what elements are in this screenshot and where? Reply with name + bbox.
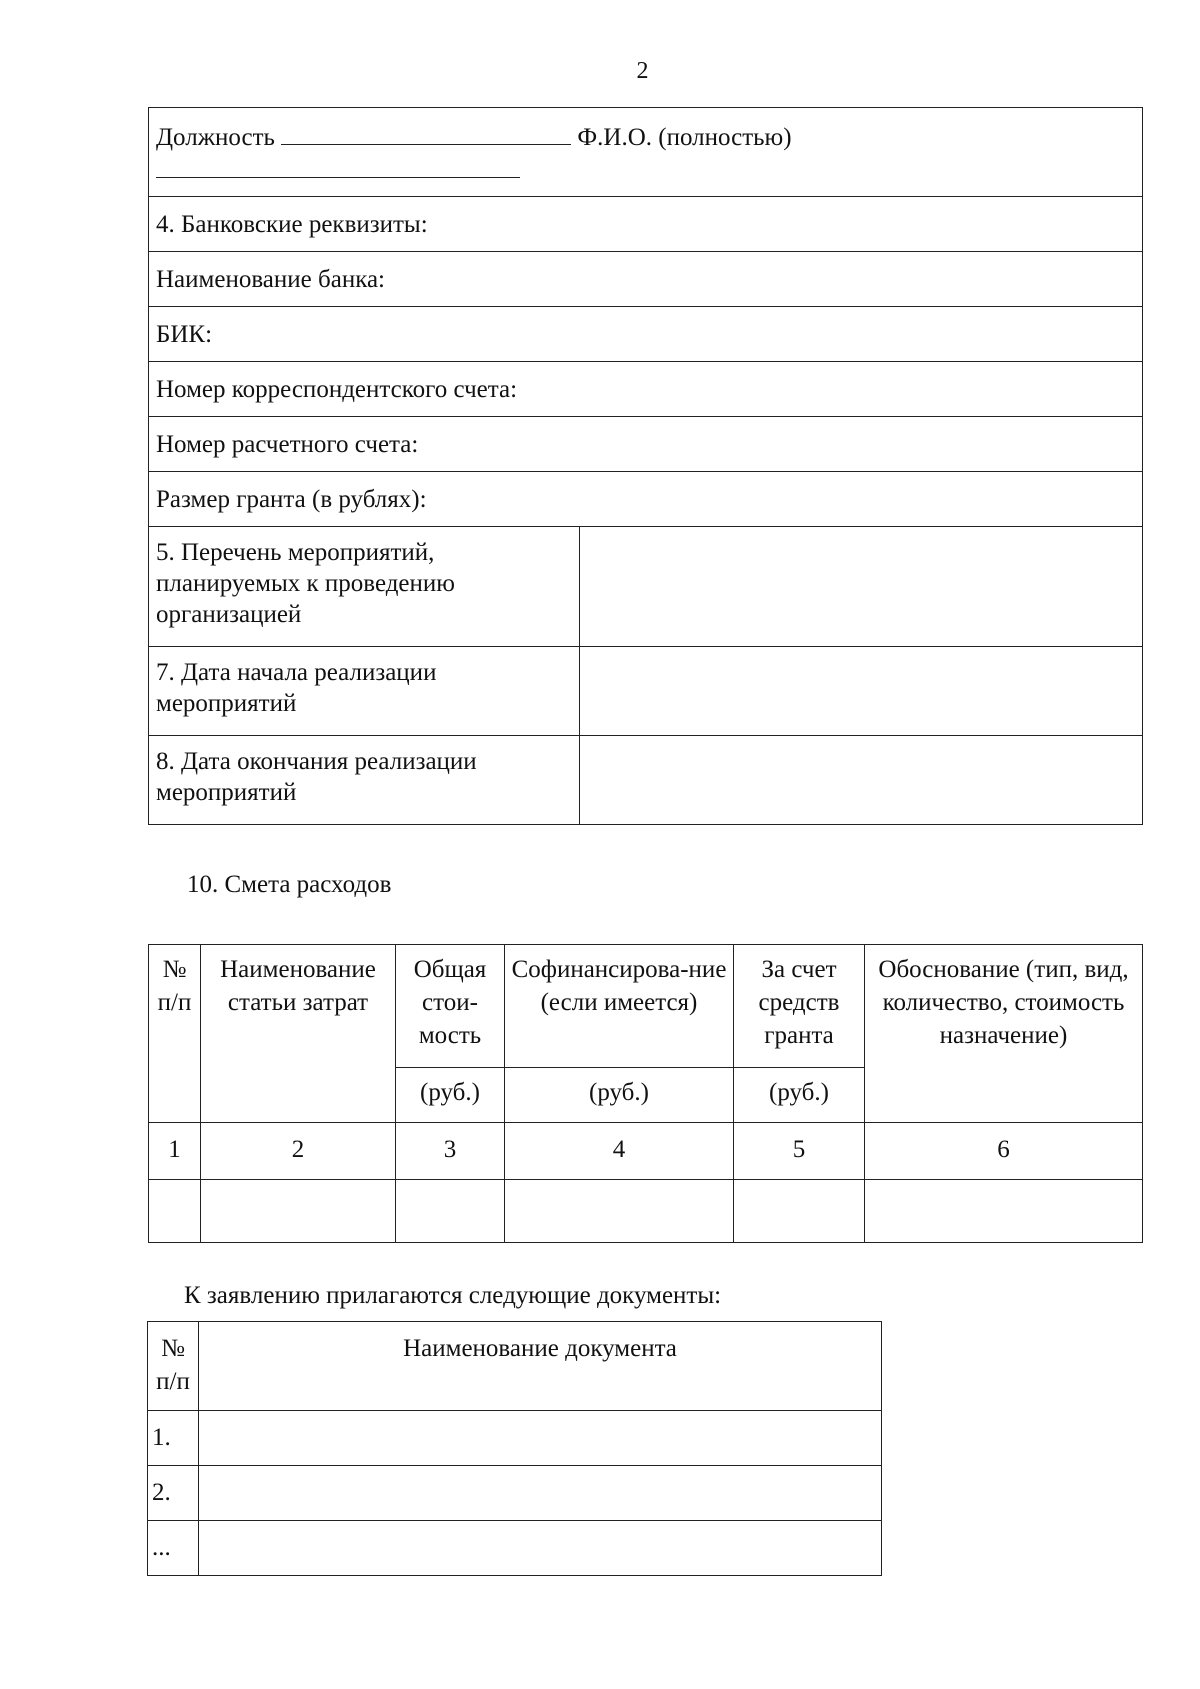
header-num: № п/п <box>149 945 201 1123</box>
column-number: 2 <box>201 1123 396 1180</box>
bank-name-field[interactable]: Наименование банка: <box>149 252 1143 307</box>
header-grant: За счет средств гранта <box>734 945 865 1068</box>
doc-row-name[interactable] <box>199 1466 882 1521</box>
doc-row-num: 2. <box>148 1466 199 1521</box>
budget-cell[interactable] <box>396 1180 505 1243</box>
fio-label: Ф.И.О. (полностью) <box>577 124 792 151</box>
doc-row-num: 1. <box>148 1411 199 1466</box>
unit-grant: (руб.) <box>734 1068 865 1123</box>
unit-total: (руб.) <box>396 1068 505 1123</box>
header-justification: Обоснование (тип, вид, количество, стоимость назначение) <box>865 945 1143 1123</box>
header-cofinancing: Софинансирова-ние (если имеется) <box>505 945 734 1068</box>
grant-size-field[interactable]: Размер гранта (в рублях): <box>149 472 1143 527</box>
doc-header-num: № п/п <box>148 1322 199 1411</box>
budget-title: 10. Смета расходов <box>187 871 392 898</box>
budget-table <box>148 944 1143 1243</box>
events-list-label: 5. Перечень мероприятий, планируемых к проведению организацией <box>149 527 580 647</box>
position-blank[interactable] <box>281 120 571 145</box>
position-fio-cell <box>149 108 1143 197</box>
settlement-account-field[interactable]: Номер расчетного счета: <box>149 417 1143 472</box>
doc-row-num: ... <box>148 1521 199 1576</box>
budget-cell[interactable] <box>865 1180 1143 1243</box>
documents-table <box>147 1321 882 1576</box>
unit-cofinancing: (руб.) <box>505 1068 734 1123</box>
bank-details-heading: 4. Банковские реквизиты: <box>149 197 1143 252</box>
fio-blank[interactable] <box>156 153 520 178</box>
applicant-info-table <box>148 107 1143 825</box>
column-number: 4 <box>505 1123 734 1180</box>
budget-cell[interactable] <box>149 1180 201 1243</box>
column-number: 6 <box>865 1123 1143 1180</box>
header-total: Общая стои-мость <box>396 945 505 1068</box>
doc-row-name[interactable] <box>199 1411 882 1466</box>
budget-cell[interactable] <box>734 1180 865 1243</box>
end-date-label: 8. Дата окончания реализации мероприятий <box>149 736 580 825</box>
header-item: Наименование статьи затрат <box>201 945 396 1123</box>
column-number: 5 <box>734 1123 865 1180</box>
documents-title: К заявлению прилагаются следующие документы: <box>184 1282 722 1309</box>
column-number: 1 <box>149 1123 201 1180</box>
column-number: 3 <box>396 1123 505 1180</box>
start-date-value[interactable] <box>580 647 1143 736</box>
end-date-value[interactable] <box>580 736 1143 825</box>
budget-cell[interactable] <box>505 1180 734 1243</box>
page-number: 2 <box>636 58 649 84</box>
position-label: Должность <box>156 124 275 151</box>
budget-cell[interactable] <box>201 1180 396 1243</box>
corr-account-field[interactable]: Номер корреспондентского счета: <box>149 362 1143 417</box>
start-date-label: 7. Дата начала реализации мероприятий <box>149 647 580 736</box>
doc-row-name[interactable] <box>199 1521 882 1576</box>
doc-header-name: Наименование документа <box>199 1322 882 1411</box>
events-list-value[interactable] <box>580 527 1143 647</box>
bik-field[interactable]: БИК: <box>149 307 1143 362</box>
